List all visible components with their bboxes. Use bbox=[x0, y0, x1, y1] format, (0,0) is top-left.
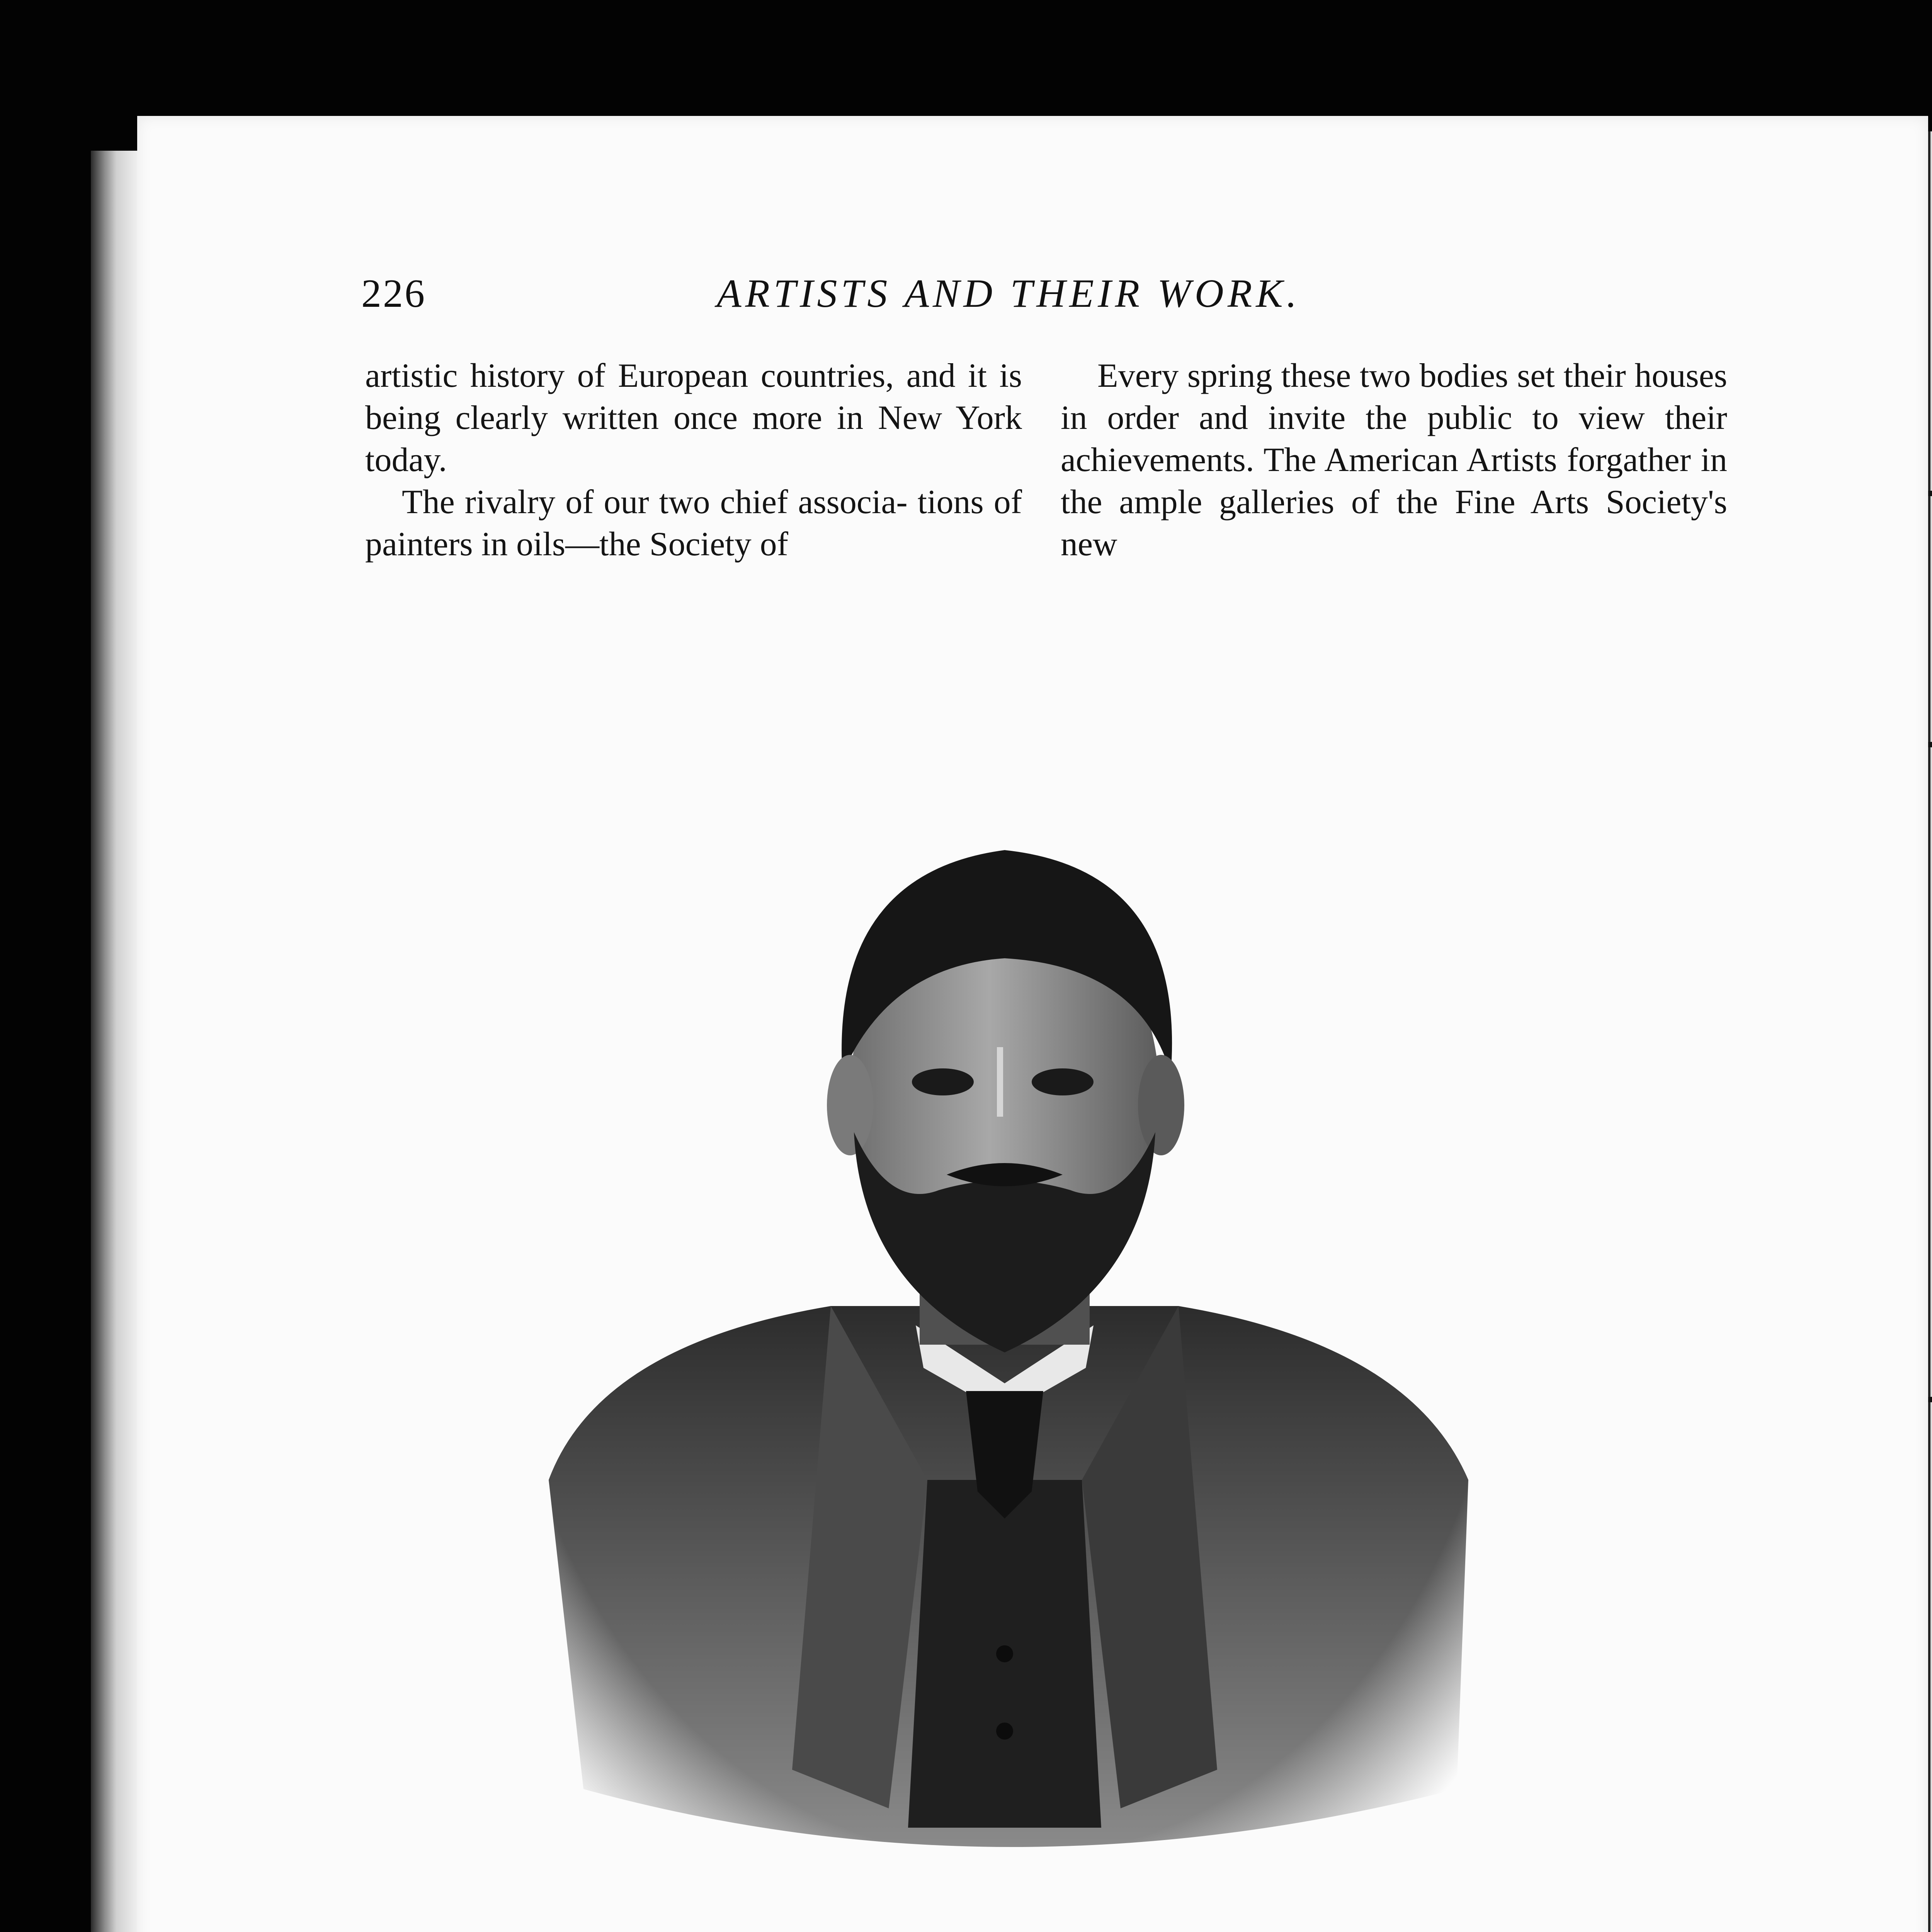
portrait-photograph bbox=[483, 688, 1526, 1932]
paragraph: artistic history of European countries, and it is being clearly written once more in New York today. bbox=[365, 357, 1022, 479]
text-column-top-left bbox=[365, 355, 1022, 565]
running-head bbox=[361, 270, 1731, 328]
text-column-top-right bbox=[1061, 355, 1727, 565]
paragraph: Every spring these two bodies set their houses in order and invite the public to view their achievements. The American Artists forgather in the ample galleries of the Fine Arts Society's new bbox=[1061, 357, 1727, 563]
book-binding-right bbox=[1928, 131, 1932, 1932]
page-number: 226 bbox=[361, 271, 426, 316]
book-edge-left bbox=[91, 151, 137, 1932]
running-title: ARTISTS AND THEIR WORK. bbox=[717, 271, 1301, 316]
paragraph: The rivalry of our two chief associa- tions of painters in oils—the Society of bbox=[365, 483, 1022, 563]
